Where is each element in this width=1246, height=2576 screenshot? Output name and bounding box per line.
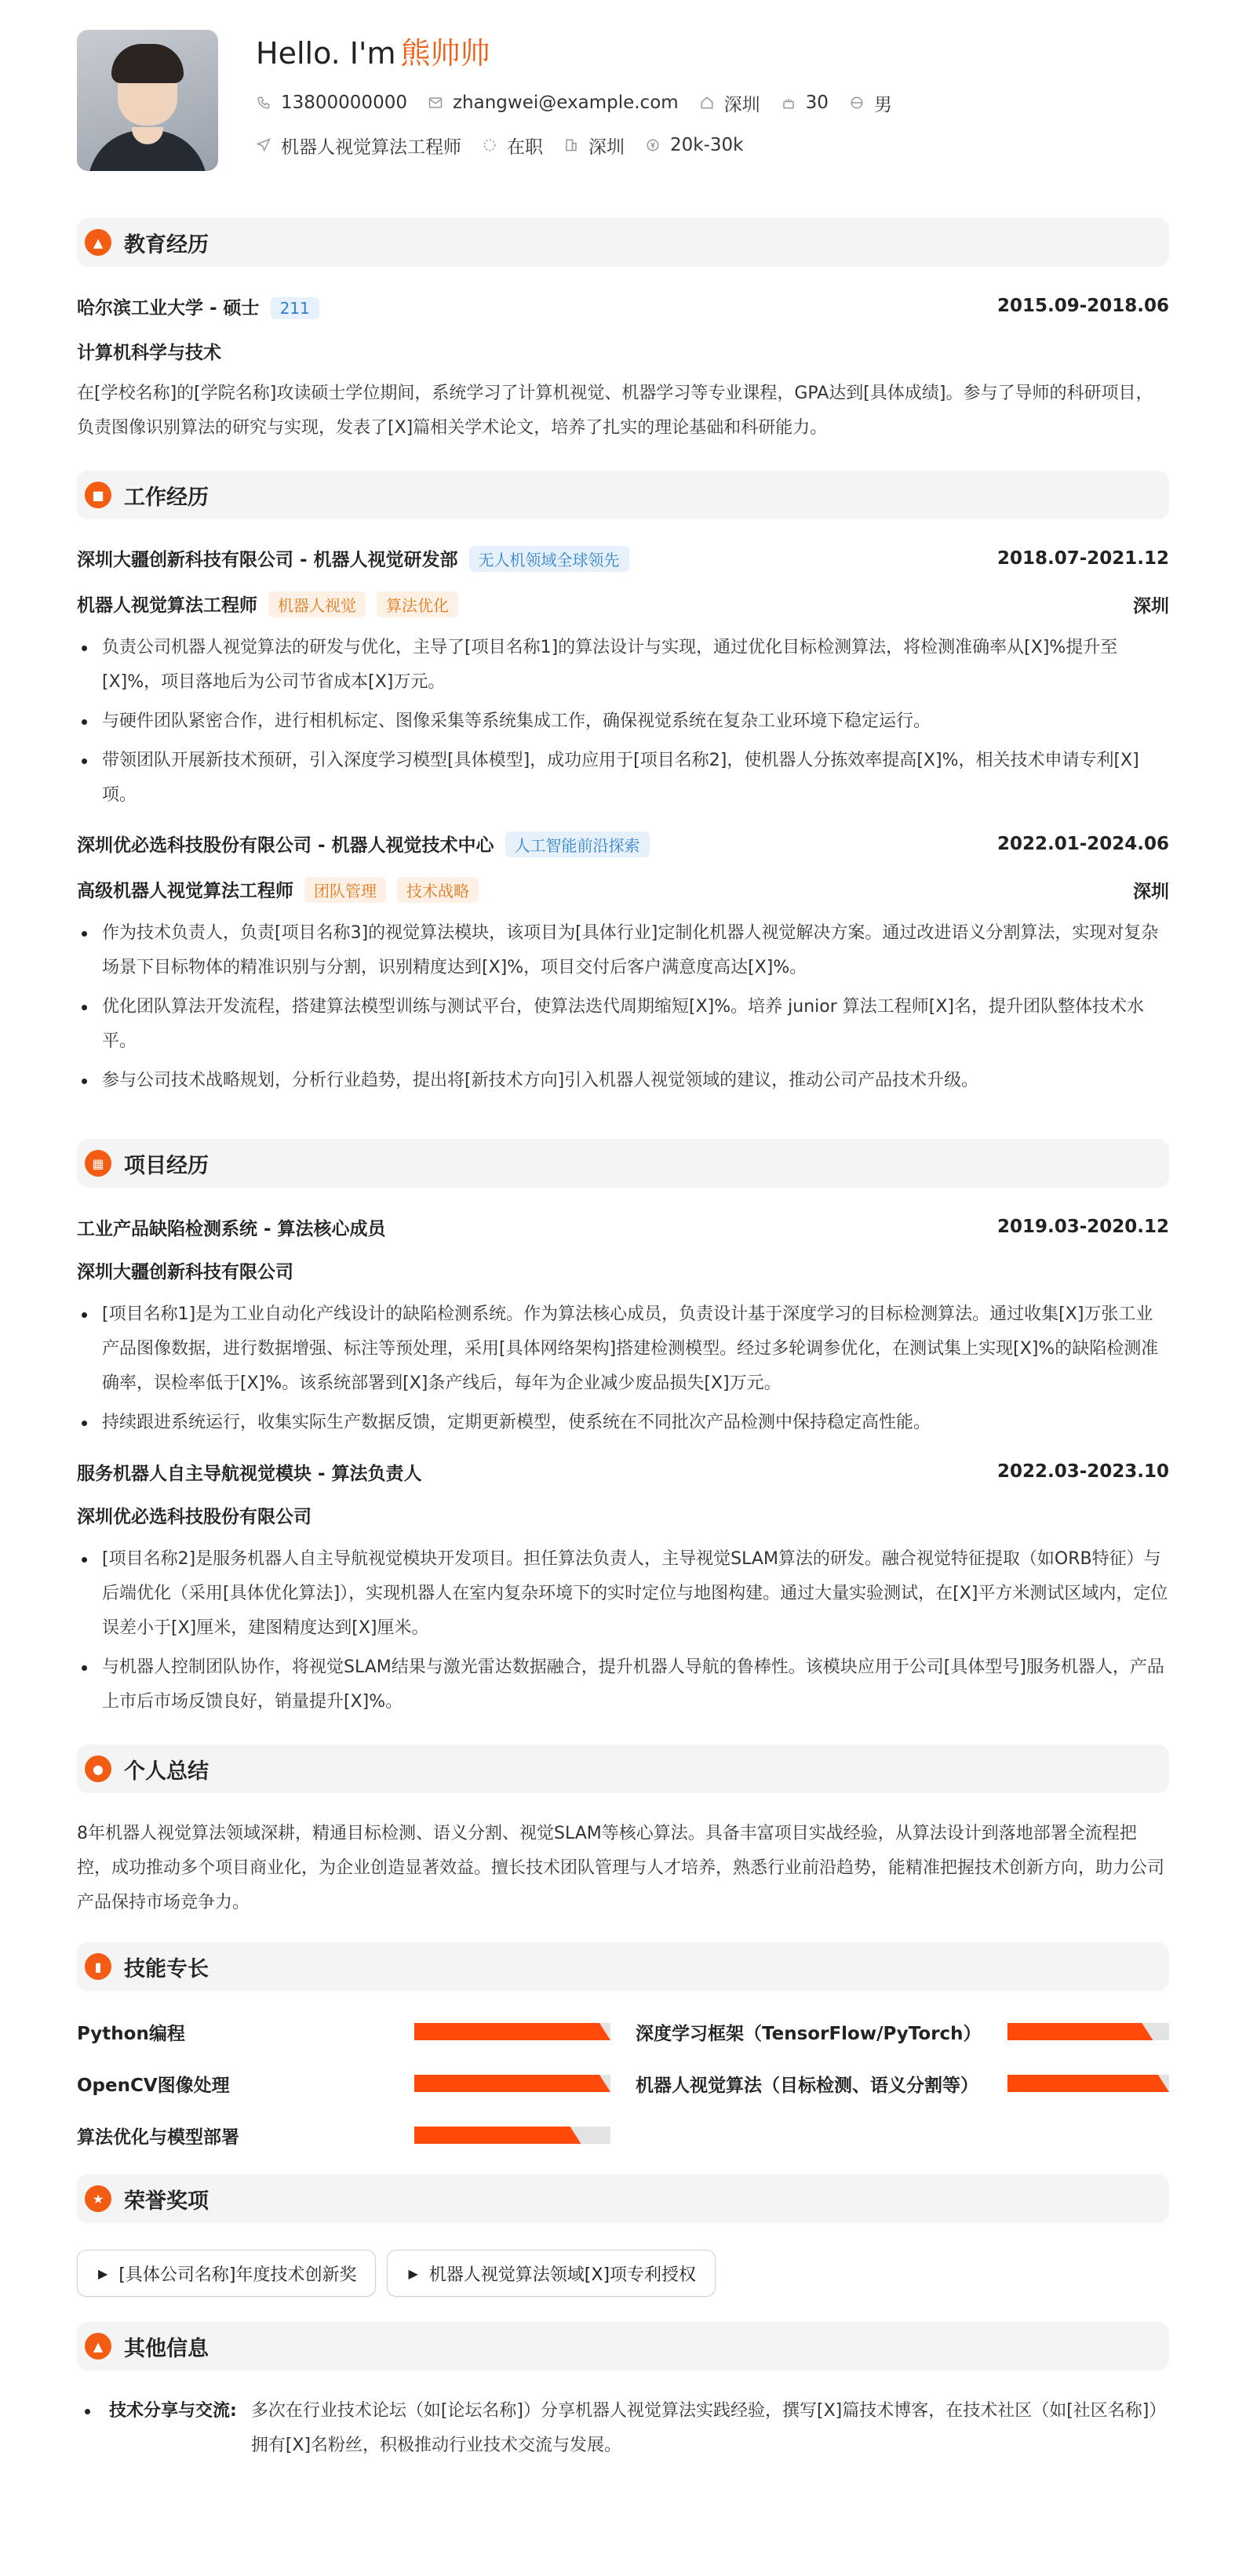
work-title: 高级机器人视觉算法工程师 bbox=[77, 881, 293, 901]
trophy-icon: ★ bbox=[85, 2185, 111, 2212]
skill-name: 深度学习框架（TensorFlow/PyTorch） bbox=[636, 2023, 982, 2044]
section-project bbox=[77, 1139, 1169, 1188]
project-item bbox=[77, 1456, 1169, 1719]
status-value: 在职 bbox=[507, 136, 543, 158]
phone bbox=[256, 93, 407, 113]
work-city bbox=[563, 133, 625, 158]
mail-icon bbox=[428, 95, 443, 111]
project-bullet: [项目名称2]是服务机器人自主导航视觉模块开发项目。担任算法负责人，主导视觉SLAM算法的研发。融合视觉特征提取（如ORB特征）与后端优化（采用[具体优化算法]），实现机器人在室内复杂环境下的实时定位与地图构建。通过大量实验测试，在[X]平方米测试区域内，定位误差小于[X]厘米，建图精度达到[X]厘米。 bbox=[77, 1542, 1169, 1646]
job bbox=[256, 133, 461, 158]
project-name: 工业产品缺陷检测系统 - 算法核心成员 bbox=[77, 1218, 386, 1239]
work-bullet: 带领团队开展新技术预研，引入深度学习模型[具体模型]，成功应用于[项目名称2]，使机器人分拣效率提高[X]%，相关技术申请专利[X]项。 bbox=[77, 744, 1169, 813]
section-title: 其他信息 bbox=[124, 2336, 209, 2361]
company-tag: 无人机领域全球领先 bbox=[469, 546, 629, 572]
skill-name: 机器人视觉算法（目标检测、语义分割等） bbox=[636, 2075, 978, 2096]
phone-icon bbox=[256, 95, 271, 111]
skill-name: 算法优化与模型部署 bbox=[77, 2127, 239, 2148]
work-city: 深圳 bbox=[1133, 595, 1169, 617]
skill-item bbox=[77, 2071, 610, 2096]
section-title: 技能专长 bbox=[124, 1956, 209, 1981]
work-bullet: 优化团队算法开发流程，搭建算法模型训练与测试平台，使算法迭代周期缩短[X]%。培养 junior 算法工程师[X]名，提升团队整体技术水平。 bbox=[77, 990, 1169, 1059]
work-bullet: 作为技术负责人，负责[项目名称3]的视觉算法模块，该项目为[具体行业]定制化机器人视觉解决方案。通过改进语义分割算法，实现对复杂场景下目标物体的精准识别与分割，识别精度达到[X]%，项目交付后客户满意度高达[X]%。 bbox=[77, 916, 1169, 985]
avatar bbox=[77, 30, 218, 171]
work-tag: 技术战略 bbox=[397, 877, 479, 903]
project-company: 深圳优必选科技股份有限公司 bbox=[77, 1507, 312, 1527]
skill-bar-fill bbox=[414, 2127, 581, 2144]
section-skills bbox=[77, 1942, 1169, 1991]
city bbox=[699, 90, 760, 116]
work-item bbox=[77, 828, 1169, 1098]
city-value: 深圳 bbox=[723, 94, 760, 115]
grid-icon: ▦ bbox=[85, 1150, 111, 1177]
summary-text: 8年机器人视觉算法领域深耕，精通目标检测、语义分割、视觉SLAM等核心算法。具备丰富项目实战经验，从算法设计到落地部署全流程把控，成功推动多个项目商业化，为企业创造显著效益。擅长技术团队管理与人才培养，熟悉行业前沿趋势，能精准把握技术创新方向，助力公司产品保持市场竞争力。 bbox=[77, 1824, 1165, 1912]
skill-item bbox=[636, 2071, 1169, 2096]
skill-bar-fill bbox=[414, 2075, 610, 2092]
awards-list bbox=[77, 2250, 1169, 2297]
gender-icon bbox=[849, 95, 865, 111]
education-date: 2015.09-2018.06 bbox=[996, 296, 1169, 316]
work-bullet: 参与公司技术战略规划，分析行业趋势，提出将[新技术方向]引入机器人视觉领域的建议，推动公司产品技术升级。 bbox=[77, 1064, 1169, 1098]
briefcase-icon: ■ bbox=[85, 482, 111, 508]
greeting-text: Hello. I'm bbox=[256, 36, 396, 71]
work-bullet: 负责公司机器人视觉算法的研发与优化，主导了[项目名称1]的算法设计与实现，通过优化目标检测算法，将检测准确率从[X]%提升至[X]%，项目落地后为公司节省成本[X]万元。 bbox=[77, 631, 1169, 700]
other-item bbox=[77, 2394, 1169, 2463]
project-item bbox=[77, 1211, 1169, 1440]
project-name: 服务机器人自主导航视觉模块 - 算法负责人 bbox=[77, 1463, 422, 1484]
work-item bbox=[77, 543, 1169, 813]
work-bullet: 与硬件团队紧密合作，进行相机标定、图像采集等系统集成工作，确保视觉系统在复杂工业环境下稳定运行。 bbox=[77, 704, 1169, 739]
email-value: zhangwei@example.com bbox=[452, 93, 679, 113]
skill-name: Python编程 bbox=[77, 2023, 185, 2044]
section-education bbox=[77, 218, 1169, 267]
award-text: [具体公司名称]年度技术创新奖 bbox=[118, 2265, 357, 2285]
section-title: 个人总结 bbox=[124, 1759, 209, 1784]
project-date: 2022.03-2023.10 bbox=[996, 1461, 1169, 1482]
section-title: 项目经历 bbox=[124, 1153, 209, 1178]
other-label: 技术分享与交流: bbox=[109, 2401, 237, 2421]
skill-bar bbox=[414, 2023, 610, 2040]
resume-header bbox=[77, 30, 1169, 176]
skill-bar bbox=[414, 2127, 610, 2144]
user-icon: ● bbox=[85, 1756, 111, 1782]
job-value: 机器人视觉算法工程师 bbox=[281, 136, 461, 158]
project-date: 2019.03-2020.12 bbox=[996, 1217, 1169, 1237]
gender-value: 男 bbox=[873, 94, 892, 115]
home-icon bbox=[699, 95, 715, 111]
age bbox=[781, 93, 829, 113]
project-bullet: [项目名称1]是为工业自动化产线设计的缺陷检测系统。作为算法核心成员，负责设计基于深度学习的目标检测算法。通过收集[X]万张工业产品图像数据，进行数据增强、标注等预处理，采用[具体网络架构]搭建检测模型。经过多轮调参优化，在测试集上实现[X]%的缺陷检测准确率，误检率低于[X]%。该系统部署到[X]条产线后，每年为企业减少废品损失[X]万元。 bbox=[77, 1297, 1169, 1401]
work-city-value: 深圳 bbox=[588, 136, 625, 158]
work-tag: 团队管理 bbox=[304, 877, 386, 903]
award-text: 机器人视觉算法领域[X]项专利授权 bbox=[428, 2265, 697, 2285]
info-icon: ▲ bbox=[85, 2333, 111, 2360]
age-value: 30 bbox=[805, 93, 829, 113]
section-awards bbox=[77, 2174, 1169, 2223]
work-date: 2018.07-2021.12 bbox=[996, 548, 1169, 569]
chart-icon: ▮ bbox=[85, 1953, 111, 1980]
section-work bbox=[77, 471, 1169, 519]
skill-bar-fill bbox=[1007, 2075, 1169, 2092]
education-desc: 在[学校名称]的[学院名称]攻读硕士学位期间，系统学习了计算机视觉、机器学习等专业课程，GPA达到[具体成绩]。参与了导师的科研项目，负责图像识别算法的研究与实现，发表了[X]篇相关学术论文，培养了扎实的理论基础和科研能力。 bbox=[77, 384, 1153, 438]
graduation-cap-icon: ▲ bbox=[85, 229, 111, 256]
skill-item bbox=[77, 2019, 610, 2044]
school: 哈尔滨工业大学 - 硕士 bbox=[77, 297, 260, 318]
work-date: 2022.01-2024.06 bbox=[996, 834, 1169, 854]
section-title: 工作经历 bbox=[124, 485, 209, 510]
candidate-name: 熊帅帅 bbox=[400, 36, 490, 71]
age-icon bbox=[781, 95, 796, 111]
section-summary bbox=[77, 1745, 1169, 1793]
skill-bar bbox=[1007, 2023, 1169, 2040]
salary-value: 20k-30k bbox=[670, 135, 744, 155]
education-header bbox=[77, 290, 1169, 322]
gender bbox=[849, 90, 892, 116]
work-tag: 算法优化 bbox=[377, 591, 458, 617]
salary-icon bbox=[645, 137, 661, 153]
skill-bar-fill bbox=[414, 2023, 610, 2040]
section-title: 荣誉奖项 bbox=[124, 2189, 209, 2214]
play-icon: ▶ bbox=[408, 2265, 418, 2281]
work-city: 深圳 bbox=[1133, 881, 1169, 902]
major: 计算机科学与技术 bbox=[77, 343, 221, 363]
skill-bar-fill bbox=[1007, 2023, 1153, 2040]
school-tag: 211 bbox=[271, 297, 319, 319]
building-icon bbox=[563, 137, 579, 153]
work-title: 机器人视觉算法工程师 bbox=[77, 595, 257, 616]
play-icon: ▶ bbox=[98, 2265, 108, 2281]
skill-bar bbox=[1007, 2075, 1169, 2092]
work-tag: 机器人视觉 bbox=[268, 591, 366, 617]
status bbox=[482, 133, 543, 158]
company-tag: 人工智能前沿探索 bbox=[505, 831, 650, 857]
work-company: 深圳大疆创新科技有限公司 - 机器人视觉研发部 bbox=[77, 550, 458, 570]
award-item bbox=[77, 2250, 376, 2297]
project-bullet: 持续跟进系统运行，收集实际生产数据反馈，定期更新模型，使系统在不同批次产品检测中保持稳定高性能。 bbox=[77, 1406, 1169, 1440]
email bbox=[428, 93, 679, 113]
send-icon bbox=[256, 137, 271, 153]
status-icon bbox=[482, 137, 497, 153]
skills-grid bbox=[77, 2019, 1169, 2148]
project-company: 深圳大疆创新科技有限公司 bbox=[77, 1262, 293, 1283]
project-bullet: 与机器人控制团队协作，将视觉SLAM结果与激光雷达数据融合，提升机器人导航的鲁棒性。该模块应用于公司[具体型号]服务机器人，产品上市后市场反馈良好，销量提升[X]%。 bbox=[77, 1650, 1169, 1719]
other-text: 多次在行业技术论坛（如[论坛名称]）分享机器人视觉算法实践经验，撰写[X]篇技术博客，在技术社区（如[社区名称]）拥有[X]名粉丝，积极推动行业技术交流与发展。 bbox=[250, 2401, 1167, 2455]
skill-item bbox=[77, 2123, 610, 2148]
section-title: 教育经历 bbox=[124, 232, 209, 257]
greeting bbox=[256, 33, 913, 74]
skill-name: OpenCV图像处理 bbox=[77, 2075, 230, 2096]
section-other bbox=[77, 2322, 1169, 2370]
award-item bbox=[387, 2250, 716, 2297]
phone-value: 13800000000 bbox=[281, 93, 407, 113]
work-company: 深圳优必选科技股份有限公司 - 机器人视觉技术中心 bbox=[77, 835, 494, 856]
skill-item bbox=[636, 2019, 1169, 2044]
salary bbox=[645, 135, 743, 155]
skill-bar bbox=[414, 2075, 610, 2092]
